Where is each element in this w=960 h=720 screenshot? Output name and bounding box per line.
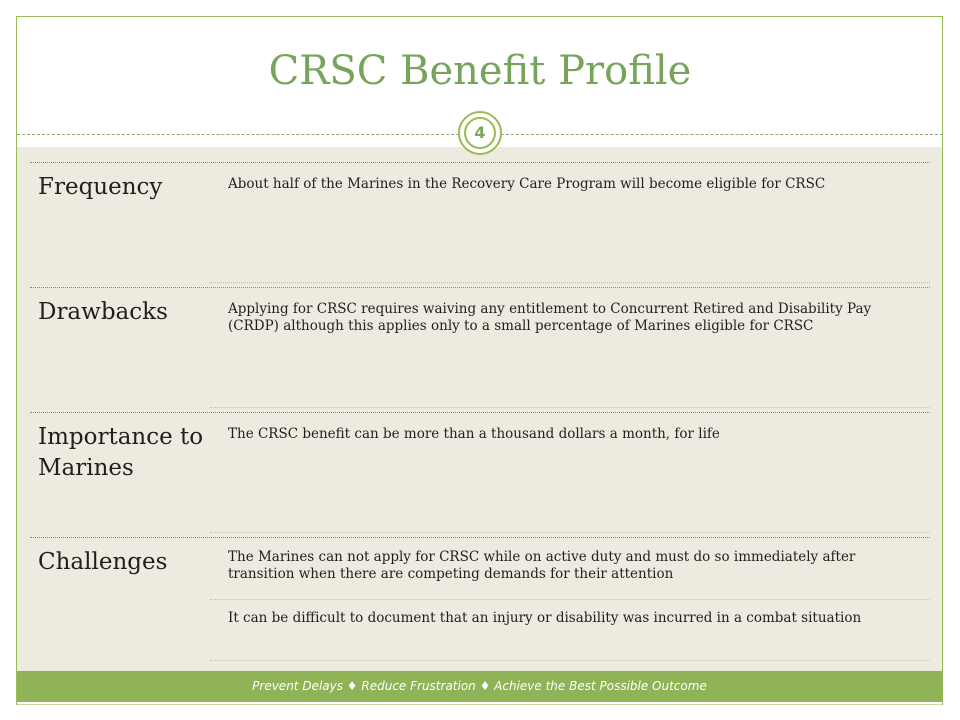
footer-banner: Prevent Delays ♦ Reduce Frustration ♦ Achieve the Best Possible Outcome [17, 671, 942, 702]
row-divider [30, 412, 930, 413]
row-divider [30, 287, 930, 288]
page-number: 4 [464, 117, 496, 149]
row-subdivider [210, 282, 930, 283]
item-divider [210, 660, 930, 661]
row-label-challenges: Challenges [38, 549, 168, 575]
row-divider [30, 537, 930, 538]
row-text-frequency: About half of the Marines in the Recovery Care Program will become eligible for CRSC [228, 176, 826, 192]
row-divider [30, 162, 930, 163]
footer-divider [17, 704, 942, 705]
row-text-importance: The CRSC benefit can be more than a thousand dollars a month, for life [228, 426, 720, 442]
row-subdivider [210, 407, 930, 408]
row-label-importance: Importance to Marines [38, 424, 204, 481]
row-label-frequency: Frequency [38, 174, 163, 200]
page-number-badge [458, 111, 502, 155]
row-text-challenges-1: The Marines can not apply for CRSC while on active duty and must do so immediately after transition when there are competing demands for their attention [228, 549, 856, 582]
row-label-drawbacks: Drawbacks [38, 299, 168, 325]
content-area [17, 147, 942, 671]
item-divider [210, 599, 930, 600]
row-text-drawbacks: Applying for CRSC requires waiving any entitlement to Concurrent Retired and Disability Pay (CRDP) although this applies only to a small percentage of Marines eligible for CRSC [228, 301, 872, 334]
slide-title: CRSC Benefit Profile [268, 48, 692, 94]
row-text-challenges-2: It can be difficult to document that an injury or disability was incurred in a combat situation [228, 610, 862, 626]
row-subdivider [210, 532, 930, 533]
